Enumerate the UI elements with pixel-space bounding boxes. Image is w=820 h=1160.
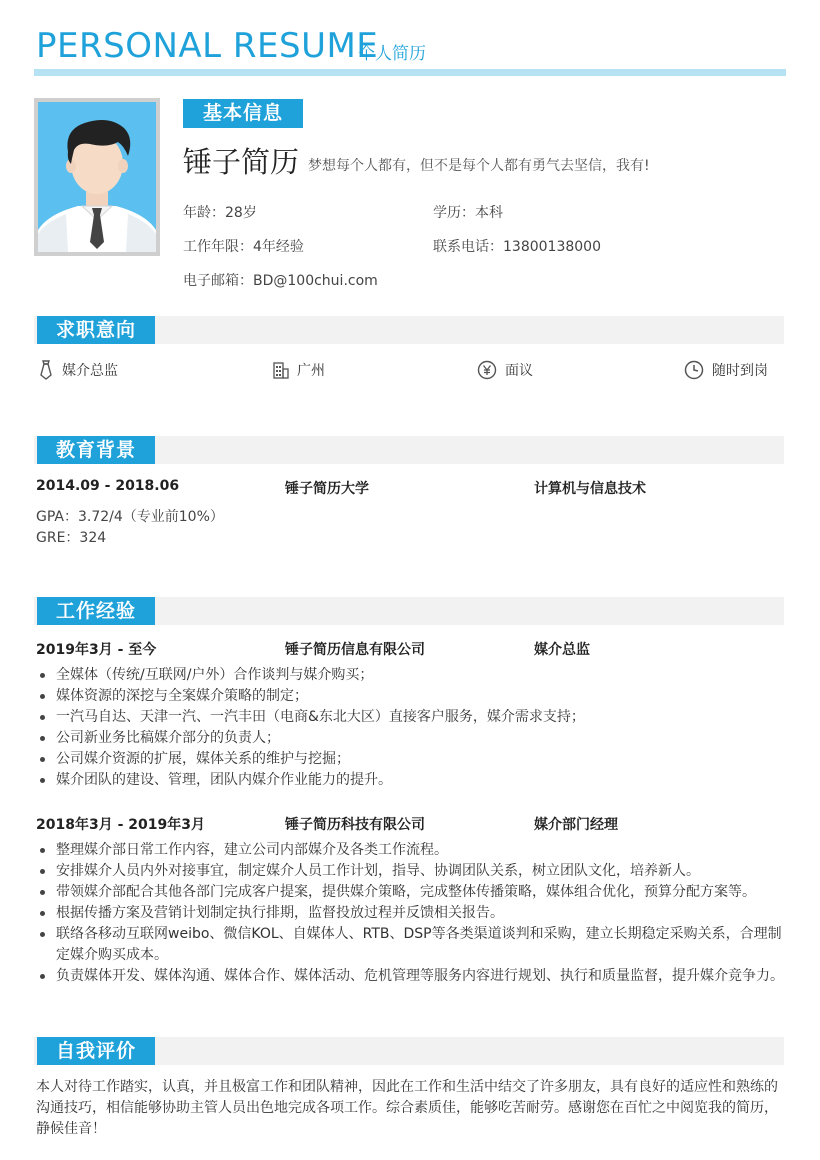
job-company: 锤子简历信息有限公司 [285,642,425,658]
intent-salary-text: 面议 [505,363,533,379]
candidate-motto: 梦想每个人都有，但不是每个人都有勇气去坚信，我有! [308,158,650,174]
job-duty-item: 根据传播方案及营销计划制定执行排期，监督投放过程并反馈相关报告。 [38,903,786,924]
profile-photo [34,98,160,256]
section-header-intent [34,316,784,344]
yen-icon [477,360,497,380]
intent-city-text: 广州 [297,363,325,379]
resume-subtitle: 个人简历 [358,44,426,64]
job-duty-item: 媒介团队的建设、管理，团队内媒介作业能力的提升。 [38,770,786,791]
info-work-years: 工作年限：4年经验 [183,239,304,255]
section-label-basic-info: 基本信息 [183,99,303,128]
resume-title: PERSONAL RESUME [36,26,379,66]
intent-position-text: 媒介总监 [62,363,118,379]
education-gpa: GPA：3.72/4（专业前10%） [36,509,224,525]
section-label-education: 教育背景 [37,436,155,464]
intent-availability-text: 随时到岗 [712,363,768,379]
intent-position [38,359,118,381]
section-label-intent: 求职意向 [37,316,155,344]
info-email: 电子邮箱：BD@100chui.com [183,273,378,289]
education-period: 2014.09 - 2018.06 [36,478,180,494]
education-gre: GRE：324 [36,530,107,546]
candidate-name: 锤子简历 [183,145,300,179]
job-company: 锤子简历科技有限公司 [285,817,425,833]
education-major: 计算机与信息技术 [534,481,646,497]
section-header-work [34,597,784,625]
job-period: 2018年3月 - 2019年3月 [36,817,205,833]
job-duty-item: 全媒体（传统/互联网/户外）合作谈判与媒介购买； [38,665,786,686]
job-duty-item: 整理媒介部日常工作内容，建立公司内部媒介及各类工作流程。 [38,840,786,861]
job-duties-list [38,840,786,987]
info-phone: 联系电话：13800138000 [433,239,601,255]
title-underline [34,69,786,76]
job-duty-item: 联络各移动互联网weibo、微信KOL、自媒体人、RTB、DSP等各类渠道谈判和采购，建立长期稳定采购关系，合理制定媒介购买成本。 [38,924,786,966]
job-period: 2019年3月 - 至今 [36,642,157,658]
job-duty-item: 媒体资源的深挖与全案媒介策略的制定； [38,686,786,707]
intent-availability [684,359,768,381]
job-duty-item: 公司新业务比稿媒介部分的负责人； [38,728,786,749]
job-position: 媒介部门经理 [534,817,618,833]
intent-salary [477,359,533,381]
section-label-self-eval: 自我评价 [37,1037,155,1065]
job-duty-item: 负责媒体开发、媒体沟通、媒体合作、媒体活动、危机管理等服务内容进行规划、执行和质量监督，提升媒介竞争力。 [38,966,786,987]
education-school: 锤子简历大学 [285,481,369,497]
job-position: 媒介总监 [534,642,590,658]
info-education: 学历：本科 [433,205,503,221]
job-duty-item: 一汽马自达、天津一汽、一汽丰田（电商&东北大区）直接客户服务，媒介需求支持； [38,707,786,728]
section-header-self-eval [34,1037,784,1065]
building-icon [273,361,289,379]
info-age: 年龄：28岁 [183,205,257,221]
clock-icon [684,360,704,380]
section-label-work: 工作经验 [37,597,155,625]
job-duties-list [38,665,786,791]
job-duty-item: 带领媒介部配合其他各部门完成客户提案，提供媒介策略，完成整体传播策略，媒体组合优化，预算分配方案等。 [38,882,786,903]
job-duty-item: 公司媒介资源的扩展，媒体关系的维护与挖掘； [38,749,786,770]
section-header-education [34,436,784,464]
tie-icon [38,360,54,380]
job-duty-item: 安排媒介人员内外对接事宜，制定媒介人员工作计划，指导、协调团队关系，树立团队文化，培养新人。 [38,861,786,882]
self-evaluation-text: 本人对待工作踏实，认真，并且极富工作和团队精神，因此在工作和生活中结交了许多朋友，具有良好的适应性和熟练的沟通技巧，相信能够协助主管人员出色地完成各项工作。综合素质佳，能够吃苦耐劳。感谢您在百忙之中阅览我的简历，静候佳音！ [36,1079,778,1137]
intent-city [273,359,325,381]
avatar-illustration [38,102,156,252]
